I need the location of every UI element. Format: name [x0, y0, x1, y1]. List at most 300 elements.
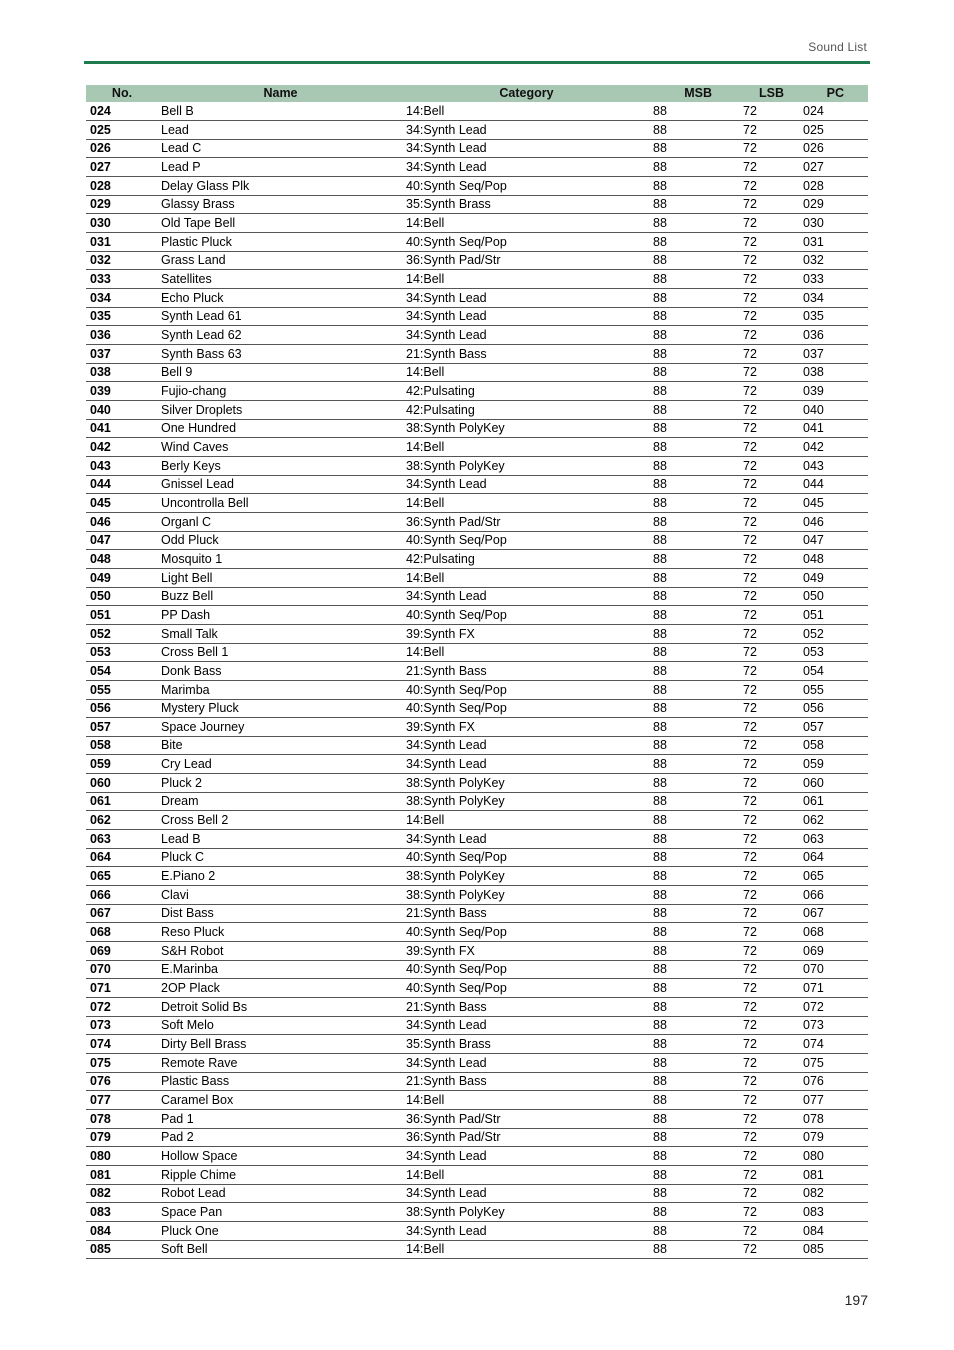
cell-name: Reso Pluck — [158, 923, 403, 942]
cell-pc: 067 — [800, 904, 868, 923]
table-row — [86, 475, 868, 494]
cell-lsb: 72 — [730, 606, 800, 625]
table-row — [86, 382, 868, 401]
table-row — [86, 830, 868, 849]
cell-msb: 88 — [650, 177, 730, 196]
cell-pc: 071 — [800, 979, 868, 998]
cell-name: Synth Lead 62 — [158, 326, 403, 345]
cell-pc: 057 — [800, 718, 868, 737]
cell-category: 14:Bell — [403, 811, 650, 830]
cell-lsb: 72 — [730, 1016, 800, 1035]
cell-category: 14:Bell — [403, 643, 650, 662]
cell-pc: 041 — [800, 419, 868, 438]
cell-msb: 88 — [650, 1184, 730, 1203]
cell-pc: 027 — [800, 158, 868, 177]
cell-category: 21:Synth Bass — [403, 662, 650, 681]
cell-category: 34:Synth Lead — [403, 736, 650, 755]
cell-msb: 88 — [650, 979, 730, 998]
cell-category: 39:Synth FX — [403, 718, 650, 737]
cell-msb: 88 — [650, 718, 730, 737]
table-row — [86, 886, 868, 905]
cell-lsb: 72 — [730, 456, 800, 475]
cell-msb: 88 — [650, 531, 730, 550]
cell-name: Delay Glass Plk — [158, 177, 403, 196]
cell-category: 40:Synth Seq/Pop — [403, 233, 650, 252]
cell-pc: 050 — [800, 587, 868, 606]
cell-pc: 028 — [800, 177, 868, 196]
column-header-category: Category — [499, 86, 554, 100]
cell-category: 36:Synth Pad/Str — [403, 1128, 650, 1147]
cell-lsb: 72 — [730, 195, 800, 214]
cell-lsb: 72 — [730, 512, 800, 531]
cell-lsb: 72 — [730, 494, 800, 513]
cell-lsb: 72 — [730, 643, 800, 662]
table-row — [86, 680, 868, 699]
cell-category: 34:Synth Lead — [403, 121, 650, 140]
table-row — [86, 979, 868, 998]
table-header — [86, 85, 868, 102]
cell-lsb: 72 — [730, 121, 800, 140]
cell-lsb: 72 — [730, 662, 800, 681]
table-row — [86, 1072, 868, 1091]
column-header-lsb: LSB — [759, 86, 784, 100]
cell-msb: 88 — [650, 494, 730, 513]
cell-lsb: 72 — [730, 736, 800, 755]
cell-name: Cry Lead — [158, 755, 403, 774]
cell-category: 21:Synth Bass — [403, 345, 650, 364]
cell-category: 14:Bell — [403, 1240, 650, 1259]
cell-no: 028 — [86, 177, 158, 196]
cell-name: Marimba — [158, 680, 403, 699]
cell-msb: 88 — [650, 587, 730, 606]
cell-pc: 075 — [800, 1053, 868, 1072]
cell-msb: 88 — [650, 923, 730, 942]
cell-no: 078 — [86, 1109, 158, 1128]
cell-category: 14:Bell — [403, 270, 650, 289]
table-row — [86, 512, 868, 531]
cell-lsb: 72 — [730, 1091, 800, 1110]
cell-category: 14:Bell — [403, 214, 650, 233]
cell-name: Light Bell — [158, 568, 403, 587]
cell-pc: 032 — [800, 251, 868, 270]
cell-no: 079 — [86, 1128, 158, 1147]
cell-lsb: 72 — [730, 270, 800, 289]
cell-msb: 88 — [650, 942, 730, 961]
table-row — [86, 643, 868, 662]
cell-name: Small Talk — [158, 624, 403, 643]
cell-msb: 88 — [650, 251, 730, 270]
cell-category: 34:Synth Lead — [403, 830, 650, 849]
cell-msb: 88 — [650, 195, 730, 214]
cell-pc: 065 — [800, 867, 868, 886]
cell-no: 046 — [86, 512, 158, 531]
cell-no: 085 — [86, 1240, 158, 1259]
cell-category: 14:Bell — [403, 438, 650, 457]
cell-pc: 073 — [800, 1016, 868, 1035]
table-row — [86, 587, 868, 606]
cell-lsb: 72 — [730, 568, 800, 587]
cell-name: Lead P — [158, 158, 403, 177]
cell-lsb: 72 — [730, 158, 800, 177]
cell-pc: 074 — [800, 1035, 868, 1054]
cell-name: Lead B — [158, 830, 403, 849]
cell-lsb: 72 — [730, 289, 800, 308]
table-row — [86, 755, 868, 774]
table-row — [86, 494, 868, 513]
cell-no: 042 — [86, 438, 158, 457]
cell-lsb: 72 — [730, 326, 800, 345]
cell-msb: 88 — [650, 475, 730, 494]
cell-no: 054 — [86, 662, 158, 681]
cell-category: 40:Synth Seq/Pop — [403, 979, 650, 998]
table-row — [86, 811, 868, 830]
cell-pc: 079 — [800, 1128, 868, 1147]
cell-name: Fujio-chang — [158, 382, 403, 401]
page-number: 197 — [844, 1292, 868, 1308]
cell-pc: 034 — [800, 289, 868, 308]
table-body — [86, 102, 868, 1259]
sound-list-table — [86, 85, 868, 1259]
table-row — [86, 401, 868, 420]
cell-no: 038 — [86, 363, 158, 382]
cell-category: 21:Synth Bass — [403, 998, 650, 1017]
cell-pc: 063 — [800, 830, 868, 849]
table-row — [86, 158, 868, 177]
cell-msb: 88 — [650, 438, 730, 457]
cell-no: 064 — [86, 848, 158, 867]
cell-no: 073 — [86, 1016, 158, 1035]
table-row — [86, 1203, 868, 1222]
cell-no: 043 — [86, 456, 158, 475]
cell-category: 40:Synth Seq/Pop — [403, 177, 650, 196]
cell-no: 048 — [86, 550, 158, 569]
cell-msb: 88 — [650, 1016, 730, 1035]
cell-pc: 068 — [800, 923, 868, 942]
cell-name: Lead C — [158, 139, 403, 158]
cell-name: Bite — [158, 736, 403, 755]
cell-name: Hollow Space — [158, 1147, 403, 1166]
cell-category: 34:Synth Lead — [403, 1147, 650, 1166]
cell-msb: 88 — [650, 1221, 730, 1240]
cell-lsb: 72 — [730, 307, 800, 326]
cell-name: Lead — [158, 121, 403, 140]
cell-category: 38:Synth PolyKey — [403, 886, 650, 905]
cell-pc: 030 — [800, 214, 868, 233]
cell-msb: 88 — [650, 662, 730, 681]
cell-msb: 88 — [650, 811, 730, 830]
cell-name: Clavi — [158, 886, 403, 905]
cell-lsb: 72 — [730, 699, 800, 718]
cell-msb: 88 — [650, 774, 730, 793]
cell-pc: 029 — [800, 195, 868, 214]
cell-pc: 061 — [800, 792, 868, 811]
cell-no: 024 — [86, 102, 158, 121]
cell-msb: 88 — [650, 233, 730, 252]
cell-no: 052 — [86, 624, 158, 643]
table-row — [86, 606, 868, 625]
cell-lsb: 72 — [730, 1109, 800, 1128]
cell-no: 084 — [86, 1221, 158, 1240]
cell-name: Satellites — [158, 270, 403, 289]
cell-msb: 88 — [650, 886, 730, 905]
cell-msb: 88 — [650, 345, 730, 364]
cell-lsb: 72 — [730, 550, 800, 569]
cell-category: 21:Synth Bass — [403, 904, 650, 923]
cell-pc: 033 — [800, 270, 868, 289]
table-row — [86, 177, 868, 196]
cell-msb: 88 — [650, 121, 730, 140]
table-row — [86, 942, 868, 961]
cell-msb: 88 — [650, 326, 730, 345]
cell-pc: 055 — [800, 680, 868, 699]
cell-name: Soft Bell — [158, 1240, 403, 1259]
cell-msb: 88 — [650, 1203, 730, 1222]
table-row — [86, 307, 868, 326]
cell-pc: 036 — [800, 326, 868, 345]
cell-pc: 042 — [800, 438, 868, 457]
cell-name: Cross Bell 1 — [158, 643, 403, 662]
cell-lsb: 72 — [730, 139, 800, 158]
cell-name: Organl C — [158, 512, 403, 531]
cell-name: Soft Melo — [158, 1016, 403, 1035]
table-row — [86, 960, 868, 979]
cell-lsb: 72 — [730, 811, 800, 830]
cell-category: 38:Synth PolyKey — [403, 419, 650, 438]
cell-no: 035 — [86, 307, 158, 326]
cell-msb: 88 — [650, 550, 730, 569]
cell-category: 38:Synth PolyKey — [403, 774, 650, 793]
cell-category: 14:Bell — [403, 363, 650, 382]
column-header-pc: PC — [826, 86, 844, 100]
cell-pc: 058 — [800, 736, 868, 755]
table-row — [86, 1053, 868, 1072]
cell-no: 031 — [86, 233, 158, 252]
page-header-title: Sound List — [808, 40, 867, 54]
cell-msb: 88 — [650, 419, 730, 438]
cell-lsb: 72 — [730, 998, 800, 1017]
cell-pc: 080 — [800, 1147, 868, 1166]
table-row — [86, 345, 868, 364]
cell-no: 065 — [86, 867, 158, 886]
cell-pc: 053 — [800, 643, 868, 662]
cell-category: 21:Synth Bass — [403, 1072, 650, 1091]
cell-msb: 88 — [650, 1128, 730, 1147]
table-row — [86, 1035, 868, 1054]
cell-name: Odd Pluck — [158, 531, 403, 550]
cell-msb: 88 — [650, 998, 730, 1017]
cell-name: E.Marinba — [158, 960, 403, 979]
cell-pc: 066 — [800, 886, 868, 905]
table-row — [86, 1165, 868, 1184]
cell-name: Remote Rave — [158, 1053, 403, 1072]
cell-msb: 88 — [650, 1165, 730, 1184]
cell-lsb: 72 — [730, 886, 800, 905]
cell-msb: 88 — [650, 139, 730, 158]
cell-pc: 083 — [800, 1203, 868, 1222]
cell-msb: 88 — [650, 904, 730, 923]
cell-no: 034 — [86, 289, 158, 308]
table-row — [86, 1147, 868, 1166]
cell-category: 34:Synth Lead — [403, 755, 650, 774]
cell-pc: 059 — [800, 755, 868, 774]
cell-lsb: 72 — [730, 1053, 800, 1072]
cell-lsb: 72 — [730, 923, 800, 942]
cell-lsb: 72 — [730, 848, 800, 867]
table-row — [86, 904, 868, 923]
cell-pc: 082 — [800, 1184, 868, 1203]
cell-category: 35:Synth Brass — [403, 195, 650, 214]
table-row — [86, 1221, 868, 1240]
cell-name: Silver Droplets — [158, 401, 403, 420]
cell-category: 39:Synth FX — [403, 942, 650, 961]
cell-msb: 88 — [650, 848, 730, 867]
cell-category: 34:Synth Lead — [403, 1221, 650, 1240]
cell-msb: 88 — [650, 867, 730, 886]
cell-category: 38:Synth PolyKey — [403, 867, 650, 886]
cell-pc: 077 — [800, 1091, 868, 1110]
cell-msb: 88 — [650, 307, 730, 326]
column-header-msb: MSB — [684, 86, 712, 100]
table-row — [86, 1109, 868, 1128]
cell-lsb: 72 — [730, 1147, 800, 1166]
cell-pc: 038 — [800, 363, 868, 382]
table-row — [86, 531, 868, 550]
cell-no: 062 — [86, 811, 158, 830]
cell-no: 070 — [86, 960, 158, 979]
cell-msb: 88 — [650, 680, 730, 699]
cell-lsb: 72 — [730, 177, 800, 196]
table-row — [86, 1128, 868, 1147]
cell-pc: 081 — [800, 1165, 868, 1184]
cell-lsb: 72 — [730, 233, 800, 252]
table-row — [86, 624, 868, 643]
cell-pc: 072 — [800, 998, 868, 1017]
cell-name: S&H Robot — [158, 942, 403, 961]
cell-category: 42:Pulsating — [403, 550, 650, 569]
cell-category: 14:Bell — [403, 102, 650, 121]
cell-category: 42:Pulsating — [403, 401, 650, 420]
table-row — [86, 326, 868, 345]
cell-pc: 024 — [800, 102, 868, 121]
cell-lsb: 72 — [730, 1128, 800, 1147]
table-row — [86, 251, 868, 270]
table-row — [86, 233, 868, 252]
cell-lsb: 72 — [730, 624, 800, 643]
cell-category: 34:Synth Lead — [403, 587, 650, 606]
cell-lsb: 72 — [730, 774, 800, 793]
cell-msb: 88 — [650, 643, 730, 662]
table-row — [86, 456, 868, 475]
cell-no: 072 — [86, 998, 158, 1017]
cell-lsb: 72 — [730, 363, 800, 382]
cell-lsb: 72 — [730, 1221, 800, 1240]
cell-pc: 051 — [800, 606, 868, 625]
cell-pc: 040 — [800, 401, 868, 420]
cell-name: Mystery Pluck — [158, 699, 403, 718]
cell-msb: 88 — [650, 363, 730, 382]
cell-no: 055 — [86, 680, 158, 699]
cell-lsb: 72 — [730, 345, 800, 364]
table-row — [86, 774, 868, 793]
cell-no: 081 — [86, 1165, 158, 1184]
cell-name: Space Journey — [158, 718, 403, 737]
header-divider — [84, 61, 870, 64]
table-row — [86, 848, 868, 867]
cell-lsb: 72 — [730, 438, 800, 457]
cell-name: Pluck C — [158, 848, 403, 867]
cell-lsb: 72 — [730, 214, 800, 233]
cell-msb: 88 — [650, 1240, 730, 1259]
cell-category: 40:Synth Seq/Pop — [403, 606, 650, 625]
cell-pc: 047 — [800, 531, 868, 550]
cell-name: Plastic Bass — [158, 1072, 403, 1091]
cell-no: 058 — [86, 736, 158, 755]
cell-name: Wind Caves — [158, 438, 403, 457]
cell-category: 34:Synth Lead — [403, 139, 650, 158]
cell-pc: 052 — [800, 624, 868, 643]
cell-msb: 88 — [650, 102, 730, 121]
cell-msb: 88 — [650, 606, 730, 625]
table-row — [86, 139, 868, 158]
cell-pc: 070 — [800, 960, 868, 979]
cell-no: 039 — [86, 382, 158, 401]
cell-no: 033 — [86, 270, 158, 289]
cell-name: Dream — [158, 792, 403, 811]
table-row — [86, 195, 868, 214]
cell-name: Robot Lead — [158, 1184, 403, 1203]
column-header-name: Name — [263, 86, 298, 100]
cell-pc: 043 — [800, 456, 868, 475]
table-row — [86, 121, 868, 140]
cell-category: 14:Bell — [403, 494, 650, 513]
cell-pc: 044 — [800, 475, 868, 494]
cell-lsb: 72 — [730, 1184, 800, 1203]
header-row — [86, 85, 868, 102]
cell-no: 059 — [86, 755, 158, 774]
cell-no: 051 — [86, 606, 158, 625]
cell-name: Pluck 2 — [158, 774, 403, 793]
cell-no: 041 — [86, 419, 158, 438]
cell-pc: 048 — [800, 550, 868, 569]
cell-msb: 88 — [650, 289, 730, 308]
cell-name: Donk Bass — [158, 662, 403, 681]
cell-category: 40:Synth Seq/Pop — [403, 960, 650, 979]
cell-name: Bell 9 — [158, 363, 403, 382]
table-row — [86, 662, 868, 681]
cell-pc: 084 — [800, 1221, 868, 1240]
cell-lsb: 72 — [730, 867, 800, 886]
table-row — [86, 363, 868, 382]
table-row — [86, 1091, 868, 1110]
cell-lsb: 72 — [730, 401, 800, 420]
cell-pc: 025 — [800, 121, 868, 140]
cell-no: 025 — [86, 121, 158, 140]
cell-no: 037 — [86, 345, 158, 364]
cell-category: 35:Synth Brass — [403, 1035, 650, 1054]
cell-lsb: 72 — [730, 102, 800, 121]
cell-no: 057 — [86, 718, 158, 737]
cell-msb: 88 — [650, 1147, 730, 1166]
cell-lsb: 72 — [730, 382, 800, 401]
cell-lsb: 72 — [730, 1035, 800, 1054]
cell-no: 068 — [86, 923, 158, 942]
column-header-no: No. — [111, 86, 133, 100]
cell-pc: 069 — [800, 942, 868, 961]
cell-lsb: 72 — [730, 1072, 800, 1091]
table-row — [86, 270, 868, 289]
cell-lsb: 72 — [730, 755, 800, 774]
table-row — [86, 699, 868, 718]
